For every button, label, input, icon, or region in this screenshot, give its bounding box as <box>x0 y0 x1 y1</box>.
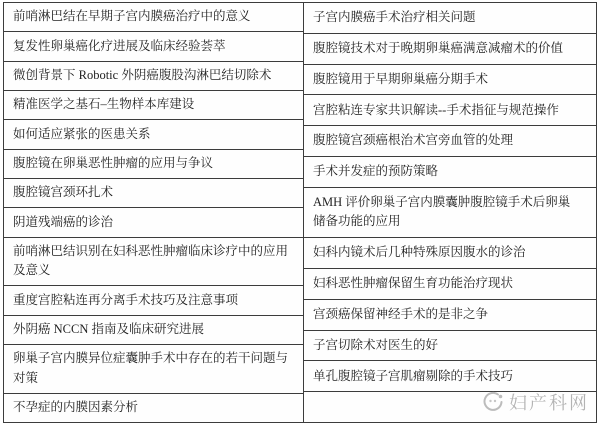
table-cell: 单孔腹腔镜子宫肌瘤剔除的手术技巧 <box>304 361 596 392</box>
table-cell: 精准医学之基石–生物样本库建设 <box>4 91 303 120</box>
table-cell: 复发性卵巢癌化疗进展及临床经验荟萃 <box>4 32 303 61</box>
table-cell: 如何适应紧张的医患关系 <box>4 120 303 149</box>
table-cell: 重度宫腔粘连再分离手术技巧及注意事项 <box>4 286 303 315</box>
agenda-table <box>3 2 597 423</box>
table-cell: 腹腔镜宫颈环扎术 <box>4 179 303 208</box>
table-column-right <box>304 3 596 422</box>
table-cell: 不孕症的内膜因素分析 <box>13 400 139 415</box>
table-cell: 宫颈癌保留神经手术的是非之争 <box>304 300 596 331</box>
table-cell: 子宫内膜癌手术治疗相关问题 <box>304 3 596 34</box>
table-cell: 阴道残端癌的诊治 <box>4 208 303 237</box>
table-cell: 妇科内镜术后几种特殊原因腹水的诊治 <box>304 238 596 269</box>
table-cell: 微创背景下 Robotic 外阴癌腹股沟淋巴结切除术 <box>4 62 303 91</box>
table-column-left <box>4 3 304 422</box>
table-cell: 手术并发症的预防策略 <box>304 157 596 188</box>
table-cell: 腹腔镜宫颈癌根治术宫旁血管的处理 <box>304 126 596 157</box>
table-cell: 腹腔镜用于早期卵巢癌分期手术 <box>304 65 596 96</box>
watermark <box>482 389 589 415</box>
table-cell: 卵巢子宫内膜异位症囊肿手术中存在的若干问题与对策 <box>4 345 303 394</box>
table-cell: 子宫切除术对医生的好 <box>304 331 596 362</box>
table-cell: 前哨淋巴结在早期子宫内膜癌治疗中的意义 <box>4 3 303 32</box>
table-cell: 腹腔镜技术对于晚期卵巢癌满意减瘤术的价值 <box>304 34 596 65</box>
watermark-text: 妇产科网 <box>509 393 589 413</box>
table-cell: 妇科恶性肿瘤保留生育功能治疗现状 <box>304 269 596 300</box>
table-cell: AMH 评价卵巢子宫内膜囊肿腹腔镜手术后卵巢储备功能的应用 <box>304 188 596 238</box>
obgyn-net-logo-icon <box>482 391 504 413</box>
table-cell: 宫腔粘连专家共识解读--手术指征与规范操作 <box>304 95 596 126</box>
table-cell: 前哨淋巴结识别在妇科恶性肿瘤临床诊疗中的应用及意义 <box>4 238 303 287</box>
table-cell: 腹腔镜在卵巢恶性肿瘤的应用与争议 <box>4 150 303 179</box>
table-cell: 外阴癌 NCCN 指南及临床研究进展 <box>4 316 303 345</box>
